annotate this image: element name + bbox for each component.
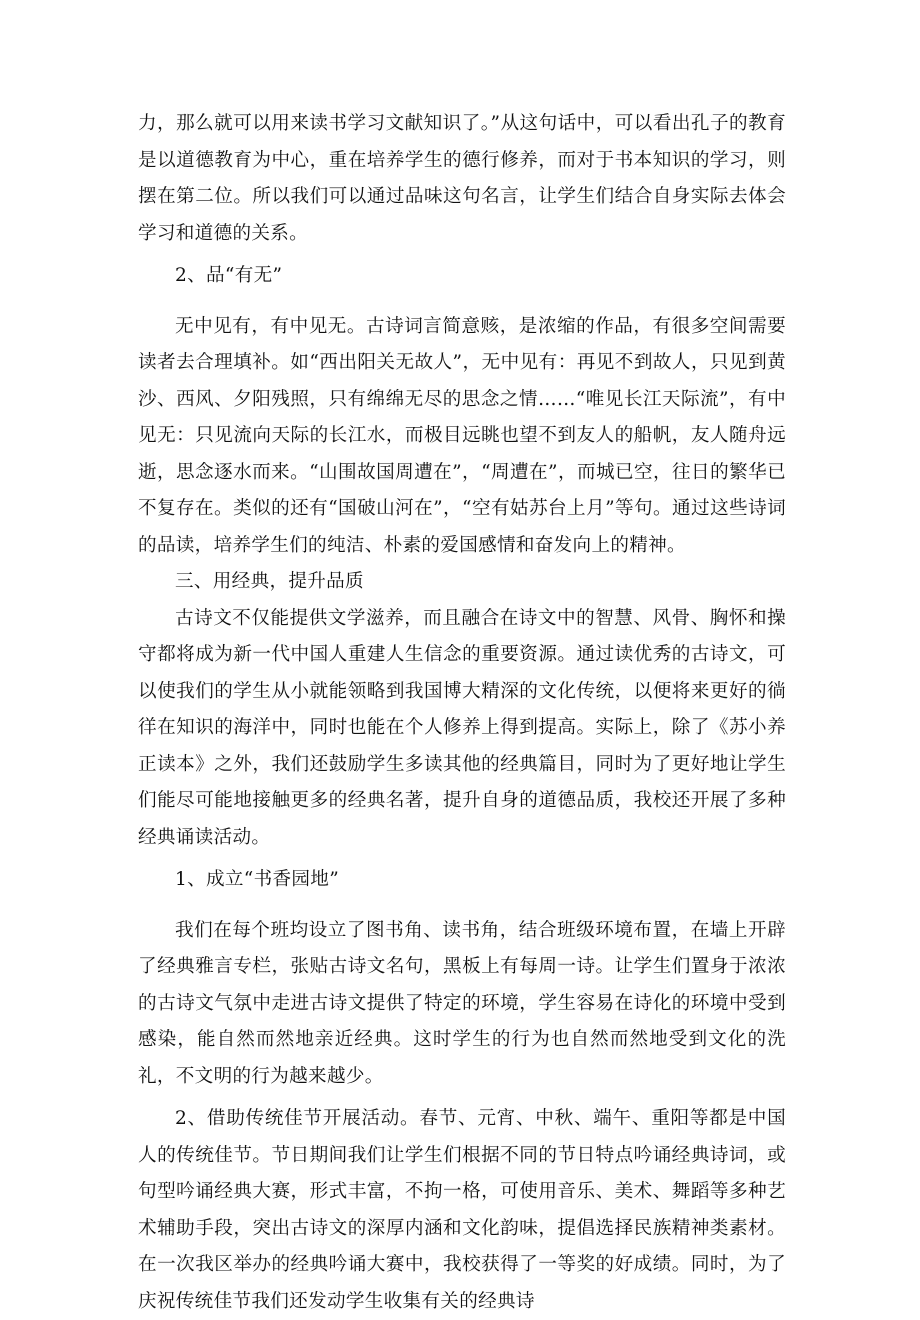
paragraph-youwu: 无中见有，有中见无。古诗词言简意赅，是浓缩的作品，有很多空间需要读者去合理填补。如“西出阳关无故人”，无中见有：再见不到故人，只见到黄沙、西风、夕阳残照，只有绵绵无尽的思念之情……“唯见长江天际流”，有中见无：只见流向天际的长江水，而极目远眺也望不到友人的船帆，友人随舟远逝，思念逐水而来。“山围故国周遭在”，“周遭在”，而城已空，往日的繁华已不复存在。类似的还有“国破山河在”，“空有姑苏台上月”等句。通过这些诗词的品读，培养学生们的纯洁、朴素的爱国感情和奋发向上的精神。 [138, 315, 786, 556]
subheading-shuxiang: 1、成立“书香园地” [175, 869, 339, 890]
subheading-youwu: 2、品“有无” [175, 265, 283, 286]
paragraph-shuxiang: 我们在每个班均设立了图书角、读书角，结合班级环境布置，在墙上开辟了经典雅言专栏，张贴古诗文名句，黑板上有每周一诗。让学生们置身于浓浓的古诗文气氛中走进古诗文提供了特定的环境，学生容易在诗化的环境中受到感染，能自然而然地亲近经典。这时学生的行为也自然而然地受到文化的洗礼，不文明的行为越来越少。 [138, 919, 786, 1087]
paragraph-jiajie: 2、借助传统佳节开展活动。春节、元宵、中秋、端午、重阳等都是中国人的传统佳节。节日期间我们让学生们根据不同的节日特点吟诵经典诗词，或句型吟诵经典大赛，形式丰富，不拘一格，可使用音乐、美术、舞蹈等多种艺术辅助手段，突出古诗文的深厚内涵和文化韵味，提倡选择民族精神类素材。在一次我区举办的经典吟诵大赛中，我校获得了一等奖的好成绩。同时，为了庆祝传统佳节我们还发动学生收集有关的经典诗 [138, 1108, 786, 1312]
paragraph-continued: 力，那么就可以用来读书学习文献知识了。”从这句话中，可以看出孔子的教育是以道德教育为中心，重在培养学生的德行修养，而对于书本知识的学习，则摆在第二位。所以我们可以通过品味这句名言，让学生们结合自身实际去体会学习和道德的关系。 [138, 113, 786, 244]
spacer [138, 295, 786, 309]
section-heading-jingdian: 三、用经典，提升品质 [175, 571, 364, 592]
paragraph-jingdian: 古诗文不仅能提供文学滋养，而且融合在诗文中的智慧、风骨、胸怀和操守都将成为新一代中国人重建人生信念的重要资源。通过读优秀的古诗文，可以使我们的学生从小就能领略到我国博大精深的文化传统，以便将来更好的徜徉在知识的海洋中，同时也能在个人修养上得到提高。实际上，除了《苏小养正读本》之外，我们还鼓励学生多读其他的经典篇目，同时为了更好地让学生们能尽可能地接触更多的经典名著，提升自身的道德品质，我校还开展了多种经典诵读活动。 [138, 607, 786, 848]
spacer [138, 899, 786, 913]
document-page [138, 106, 786, 1320]
